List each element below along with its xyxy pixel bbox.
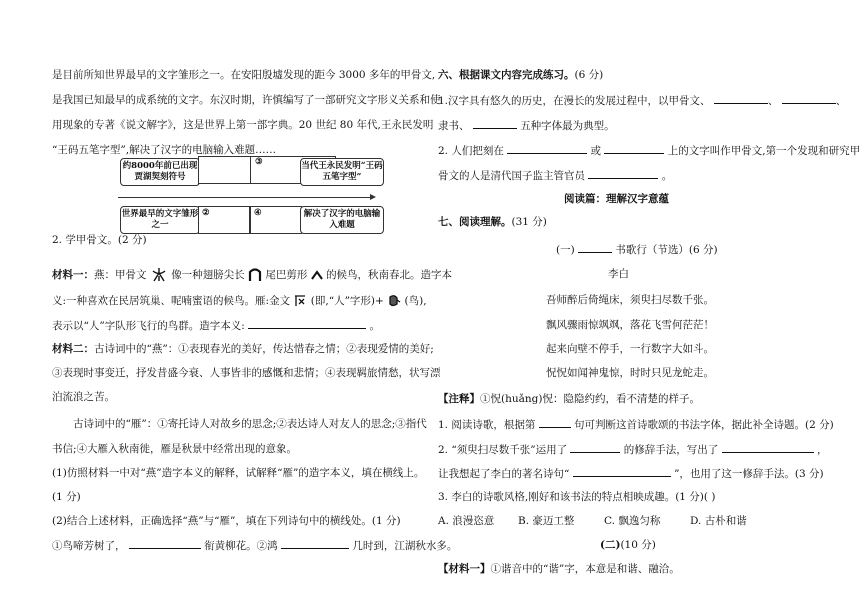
text: 让我想起了李白的著名诗句“ (438, 468, 570, 480)
bronze-goose-glyph-icon (293, 294, 307, 308)
text: 五种字体最为典型。 (520, 120, 615, 132)
material-text: ①谐音中的“谐”字，本意是和谐、融洽。 (490, 563, 680, 575)
timeline-axis (118, 197, 372, 198)
poem-author: 李白 (608, 268, 629, 280)
text: 尾巴剪形 (265, 269, 308, 281)
option-d[interactable]: D. 古朴和谐 (690, 515, 747, 527)
text: 表示以“人”字队形飞行的鸟群。造字本义: (52, 320, 245, 332)
answer-blank[interactable] (782, 93, 836, 104)
text: 义:一种喜欢在民居筑巢、呢喃蜜语的候鸟。雁:金文 (52, 295, 291, 307)
bird-glyph-icon (387, 294, 401, 308)
answer-blank[interactable] (473, 118, 517, 129)
question-line (438, 168, 672, 183)
sub-question-1: (1)仿照材料一中对“燕”造字本义的解释，试解释“雁”的造字本义，填在横线上。 (52, 467, 425, 479)
text: 或 (590, 145, 602, 157)
wing-glyph-icon (248, 268, 262, 282)
material-label: 材料一： (52, 269, 94, 281)
text: 燕：甲骨文 (94, 269, 147, 281)
poem-verse: 吾师醉后倚绳床，须臾扫尽数千张。 (546, 294, 714, 306)
part-2-heading: (二) (600, 539, 621, 551)
timeline-box: ② (198, 206, 250, 234)
tail-glyph-icon (311, 270, 323, 280)
timeline-box: 世界最早的文字雏形之一 (120, 206, 200, 234)
answer-blank[interactable] (578, 242, 612, 253)
section-6-heading: 六、根据课文内容完成练习。 (438, 69, 575, 81)
poem-verse: 起来向壁不停手，一行数字大如斗。 (546, 343, 714, 355)
question-line (438, 442, 827, 457)
text: 2. 人们把刻在 (438, 145, 504, 157)
material-2-line (52, 342, 434, 356)
text: 隶书、 (438, 120, 470, 132)
paragraph-line: 是我国已知最早的成系统的文字。东汉时期，许慎编写了一部研究文字形义关系和使 (52, 94, 441, 106)
timeline-box: 约8000年前已出现贾湖契刻符号 (120, 158, 200, 186)
score-text: (1 分) (52, 491, 81, 503)
text: 句可判断这首诗歌颂的书法字体，据此补全诗题。(2 分) (574, 419, 834, 431)
text: 像一种翅膀尖长 (171, 269, 245, 281)
option-a[interactable]: A. 浪漫恣意 (438, 515, 495, 527)
poem-title (556, 242, 718, 257)
text: 书歌行（节选）(6 分) (615, 244, 718, 256)
score-text: (10 分) (620, 539, 656, 551)
answer-blank[interactable] (604, 143, 664, 154)
option-c[interactable]: C. 飘逸匀称 (604, 515, 661, 527)
text: ”，也用了这一修辞手法。(3 分) (674, 468, 824, 480)
poem-verse: 飘风骤雨惊飒飒，落花飞雪何茫茫！ (546, 319, 714, 331)
timeline-box: ③ (252, 156, 304, 184)
material-1-line-2 (52, 294, 427, 308)
paragraph-line: 用现象的专著《说文解字》，这是世界上第一部字典。20 世纪 80 年代,王永民发明 (52, 119, 434, 131)
answer-blank[interactable] (570, 442, 620, 453)
text: 古诗词中的“燕”：①表现春光的美好，传达惜春之情；②表现爱情的美好; (94, 343, 434, 355)
text: ①鸟啼芳树了， (52, 540, 126, 552)
material-label: 【材料一】 (438, 563, 491, 575)
poem-verse: 怳怳如闻神鬼惊，时时只见龙蛇走。 (546, 367, 714, 379)
answer-blank[interactable] (539, 417, 571, 428)
question-line (438, 417, 834, 432)
question-line: 1.汉字具有悠久的历史，在漫长的发展过程中，以甲骨文、 、 、 (438, 95, 847, 107)
sub-question-2: (2)结合上述材料，正确选择“燕”与“雁”，填在下列诗句中的横线处。(1 分) (52, 515, 401, 527)
material-1-line-3: 表示以“人”字队形飞行的鸟群。造字本义: 。 (52, 320, 380, 332)
text: 几时到，江湖秋水多。 (352, 540, 458, 552)
timeline-box: 当代王永民发明“王码五笔字型” (300, 158, 384, 186)
oracle-swallow-glyph-icon (150, 267, 168, 283)
answer-blank[interactable] (248, 318, 366, 329)
question-3: 3. 李白的诗歌风格,刚好和该书法的特点相映成趣。(1 分)( ) (438, 491, 716, 503)
note-text: ①怳(huǎng)怳：隐隐约约，看不清楚的样子。 (480, 393, 700, 405)
text: (鸟), (404, 295, 427, 307)
note-label: 【注释】 (438, 393, 480, 405)
material-1-line (52, 267, 452, 283)
paragraph-line: “王码五笔字型”,解决了汉字的电脑输入难题…… (52, 144, 277, 156)
text: 1. 阅读诗歌，根据第 (438, 419, 536, 431)
section-7-heading: 七、阅读理解。 (438, 216, 512, 228)
text: 1.汉字具有悠久的历史，在漫长的发展过程中，以甲骨文、 (438, 95, 711, 107)
answer-blank[interactable] (588, 168, 658, 179)
question-2: 2. 学甲骨文。(2 分) (52, 234, 147, 246)
option-b[interactable]: B. 豪迈工整 (518, 515, 575, 527)
text: 的候鸟，秋南春北。造字本 (326, 269, 453, 281)
timeline-box: 解决了汉字的电脑输入难题 (300, 206, 384, 234)
arrow-right-icon (370, 194, 376, 200)
text: (一) (556, 244, 575, 256)
timeline-box: ④ (250, 206, 302, 234)
paragraph-line: 泊流浪之苦。 (52, 391, 115, 403)
text: 骨文的人是清代国子监主管官员 (438, 170, 585, 182)
section-heading: 阅读篇：理解汉字意蕴 (564, 193, 669, 205)
answer-blank[interactable] (507, 143, 587, 154)
question-line (438, 466, 824, 481)
text: 2. “须臾扫尽数千张”运用了 (438, 444, 568, 456)
paragraph-line: 是目前所知世界最早的文字雏形之一。在安阳殷墟发现的距今 3000 多年的甲骨文, (52, 69, 436, 81)
text: 衔黄柳花。②鸿 (204, 540, 278, 552)
paragraph-line: ③表现时事变迁，抒发昔盛今衰、人事皆非的感慨和悲情；④表现羁旅情愁，状写漂 (52, 367, 441, 379)
material-label: 材料二： (52, 343, 94, 355)
text: 。 (661, 170, 673, 182)
text: ， (816, 444, 828, 456)
fill-in-line (52, 538, 457, 553)
score-text: (6 分) (574, 69, 604, 81)
text: (即,“人”字形)+ (310, 295, 384, 307)
paragraph-line: 书信;④大雁入秋南徙，雁是秋景中经常出现的意象。 (52, 443, 298, 455)
text: 的修辞手法，写出了 (623, 444, 719, 456)
answer-blank[interactable] (281, 538, 349, 549)
text: 上的文字叫作甲骨文,第一个发现和研究甲 (667, 145, 860, 157)
answer-blank[interactable] (129, 538, 201, 549)
score-text: (31 分) (511, 216, 547, 228)
question-line (438, 118, 615, 133)
answer-blank[interactable] (714, 93, 768, 104)
paragraph-line: 古诗词中的“雁”：①寄托诗人对故乡的思念;②表达诗人对友人的思念;③指代 (73, 418, 427, 430)
question-line (438, 143, 860, 158)
answer-blank[interactable] (722, 442, 814, 453)
answer-blank[interactable] (573, 466, 671, 477)
